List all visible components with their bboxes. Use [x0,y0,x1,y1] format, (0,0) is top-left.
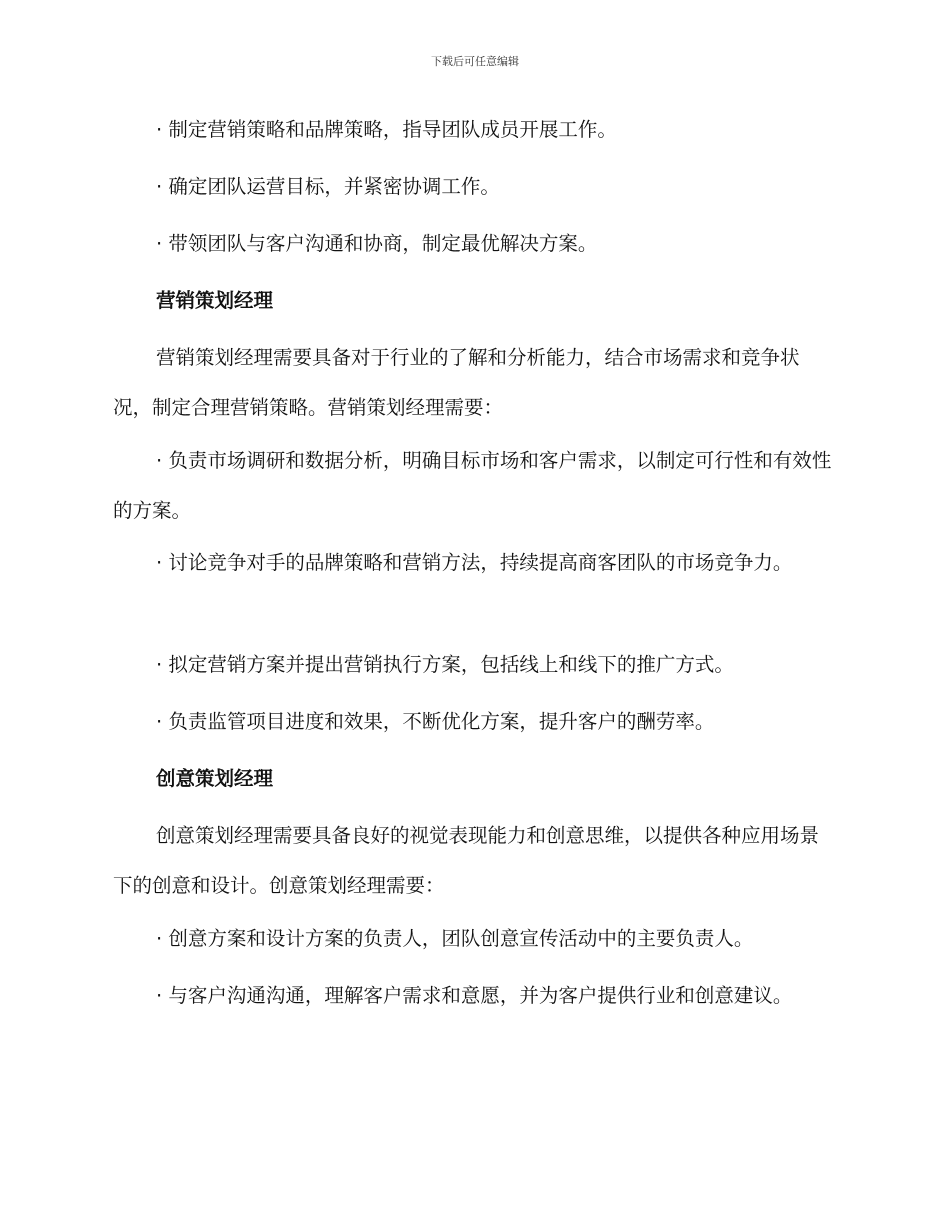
bullet-paragraph: · 创意方案和设计方案的负责人，团队创意宣传活动中的主要负责人。 [156,927,754,950]
bullet-paragraph: · 确定团队运营目标，并紧密协调工作。 [156,175,500,198]
bullet-paragraph: · 带领团队与客户沟通和协商，制定最优解决方案。 [156,232,598,255]
bullet-paragraph: · 拟定营销方案并提出营销执行方案，包括线上和线下的推广方式。 [156,653,734,676]
bullet-paragraph: · 负责市场调研和数据分析，明确目标市场和客户需求，以制定可行性和有效性的方案。 [113,449,832,522]
page-header-note: 下载后可任意编辑 [431,55,519,68]
section-heading-creative-manager: 创意策划经理 [156,767,274,790]
bullet-paragraph: · 与客户沟通沟通，理解客户需求和意愿，并为客户提供行业和创意建议。 [156,984,793,1007]
section-heading-marketing-manager: 营销策划经理 [156,289,274,312]
bullet-paragraph: · 负责监管项目进度和效果，不断优化方案，提升客户的酬劳率。 [156,710,715,733]
bullet-paragraph: · 制定营销策略和品牌策略，指导团队成员开展工作。 [156,118,617,141]
body-paragraph: 创意策划经理需要具备良好的视觉表现能力和创意思维，以提供各种应用场景下的创意和设计。创意策划经理需要： [113,824,820,897]
bullet-paragraph: · 讨论竞争对手的品牌策略和营销方法，持续提高商客团队的市场竞争力。 [156,551,793,574]
body-paragraph: 营销策划经理需要具备对于行业的了解和分析能力，结合市场需求和竞争状况，制定合理营销策略。营销策划经理需要： [113,346,800,419]
